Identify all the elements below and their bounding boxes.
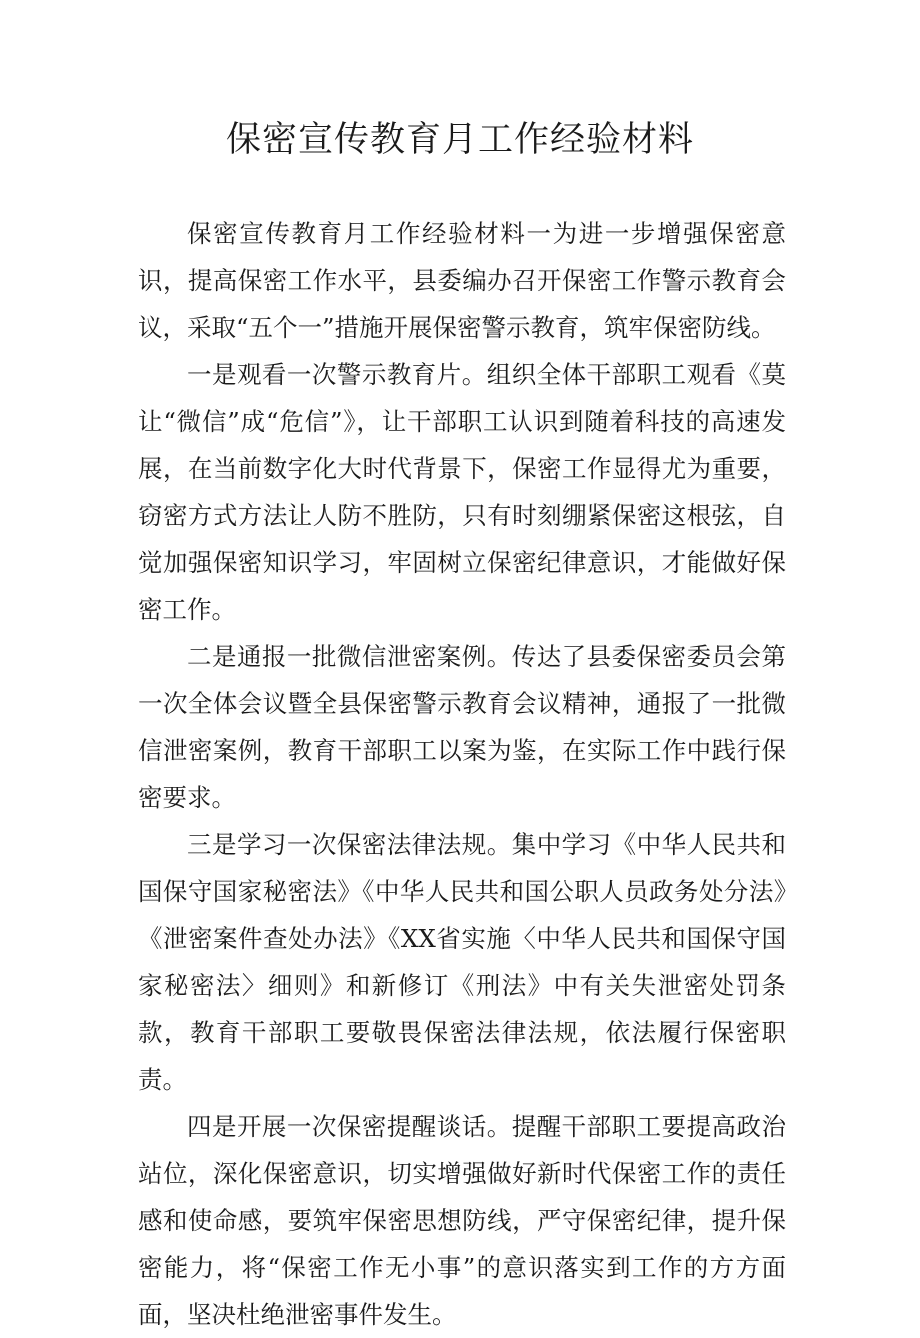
paragraph-item-1: 一是观看一次警示教育片。组织全体干部职工观看《莫让“微信”成“危信”》，让干部职工认识到随着科技的高速发展，在当前数字化大时代背景下，保密工作显得尤为重要，窃密方式方法让人防不胜防，只有时刻绷紧保密这根弦，自觉加强保密知识学习，牢固树立保密纪律意识，才能做好保密工作。 bbox=[138, 360, 786, 624]
paragraph-intro: 保密宣传教育月工作经验材料一为进一步增强保密意识，提高保密工作水平，县委编办召开保密工作警示教育会议，采取“五个一”措施开展保密警示教育，筑牢保密防线。 bbox=[138, 219, 786, 342]
document-body bbox=[138, 210, 786, 1338]
paragraph-item-3: 三是学习一次保密法律法规。集中学习《中华人民共和国保守国家秘密法》《中华人民共和国公职人员政务处分法》《泄密案件查处办法》《XX省实施〈中华人民共和国保守国家秘密法〉细则》和新修订《刑法》中有关失泄密处罚条款，教育干部职工要敬畏保密法律法规，依法履行保密职责。 bbox=[138, 830, 786, 1094]
paragraph-item-4: 四是开展一次保密提醒谈话。提醒干部职工要提高政治站位，深化保密意识，切实增强做好新时代保密工作的责任感和使命感，要筑牢保密思想防线，严守保密纪律，提升保密能力，将“保密工作无小事”的意识落实到工作的方方面面，坚决杜绝泄密事件发生。 bbox=[138, 1112, 786, 1329]
paragraph-item-2: 二是通报一批微信泄密案例。传达了县委保密委员会第一次全体会议暨全县保密警示教育会议精神，通报了一批微信泄密案例，教育干部职工以案为鉴，在实际工作中践行保密要求。 bbox=[138, 642, 786, 812]
document-title: 保密宣传教育月工作经验材料 bbox=[225, 120, 694, 160]
